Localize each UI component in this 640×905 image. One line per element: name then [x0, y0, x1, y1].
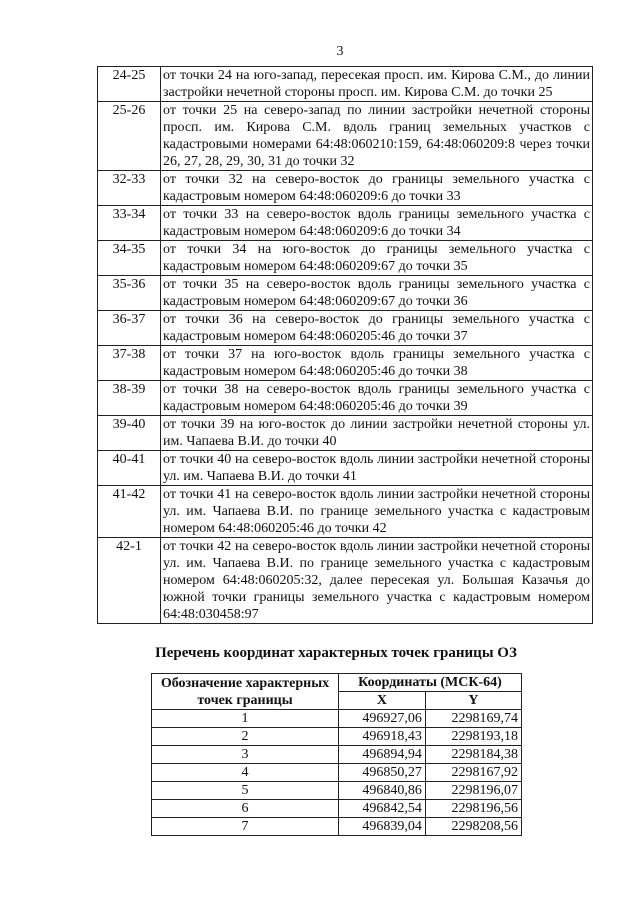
- segment-id: 37-38: [98, 346, 161, 381]
- segment-description: от точки 38 на северо-восток вдоль границы земельного участка с кадастровым номером 64:48:060205:46 до точки 39: [161, 381, 593, 416]
- coordinates-table: [151, 673, 522, 836]
- segment-description: от точки 41 на северо-восток вдоль линии застройки нечетной стороны ул. им. Чапаева В.И. по границе земельного участка с кадастровым номером 64:48:060205:46 до точки 42: [161, 486, 593, 538]
- segment-id: 32-33: [98, 171, 161, 206]
- y-column-header: Y: [425, 692, 521, 710]
- segment-row: [98, 451, 593, 486]
- page-number: 3: [336, 44, 344, 59]
- x-coordinate: 496927,06: [339, 710, 426, 728]
- x-coordinate: 496840,86: [339, 782, 426, 800]
- x-coordinate: 496894,94: [339, 746, 426, 764]
- point-number: 6: [152, 800, 339, 818]
- y-coordinate: 2298196,56: [425, 800, 521, 818]
- segment-row: [98, 486, 593, 538]
- segment-row: [98, 67, 593, 102]
- segment-row: [98, 311, 593, 346]
- segment-id: 36-37: [98, 311, 161, 346]
- point-number: 5: [152, 782, 339, 800]
- y-coordinate: 2298167,92: [425, 764, 521, 782]
- y-coordinate: 2298184,38: [425, 746, 521, 764]
- y-coordinate: 2298193,18: [425, 728, 521, 746]
- points-column-header: Обозначение характерных точек границы: [152, 674, 339, 710]
- coordinate-row: [152, 800, 522, 818]
- coordinates-table-head: [152, 674, 522, 710]
- segment-description: от точки 42 на северо-восток вдоль линии застройки нечетной стороны ул. им. Чапаева В.И. по границе земельного участка с кадастровым номером 64:48:060205:32, далее пересекая ул. Большая Казачья до южной точки границы земельного участка с кадастровым номером 64:48:030458:97: [161, 538, 593, 624]
- segment-description: от точки 34 на юго-восток до границы земельного участка с кадастровым номером 64:48:060209:67 до точки 35: [161, 241, 593, 276]
- segment-row: [98, 102, 593, 171]
- segment-description: от точки 24 на юго-запад, пересекая просп. им. Кирова С.М., до линии застройки нечетной стороны просп. им. Кирова С.М. до точки 25: [161, 67, 593, 102]
- coordinates-column-header: Координаты (МСК-64): [339, 674, 522, 692]
- coordinates-title: Перечень координат характерных точек границы ОЗ: [155, 645, 517, 661]
- x-coordinate: 496842,54: [339, 800, 426, 818]
- y-coordinate: 2298208,56: [425, 818, 521, 836]
- segment-description: от точки 25 на северо-запад по линии застройки нечетной стороны просп. им. Кирова С.М. вдоль границ земельных участков с кадастровыми номерами 64:48:060210:159, 64:48:060209:8 через точки 26, 27, 28, 29, 30, 31 до точки 32: [161, 102, 593, 171]
- x-coordinate: 496918,43: [339, 728, 426, 746]
- segment-description: от точки 40 на северо-восток вдоль линии застройки нечетной стороны ул. им. Чапаева В.И. до точки 41: [161, 451, 593, 486]
- segment-row: [98, 416, 593, 451]
- x-coordinate: 496839,04: [339, 818, 426, 836]
- coordinate-row: [152, 764, 522, 782]
- segment-id: 38-39: [98, 381, 161, 416]
- segment-row: [98, 276, 593, 311]
- segment-row: [98, 171, 593, 206]
- segments-table-body: [98, 67, 593, 624]
- segment-description: от точки 35 на северо-восток вдоль границы земельного участка с кадастровым номером 64:48:060209:67 до точки 36: [161, 276, 593, 311]
- x-coordinate: 496850,27: [339, 764, 426, 782]
- point-number: 4: [152, 764, 339, 782]
- coordinates-table-body: [152, 710, 522, 836]
- segment-id: 40-41: [98, 451, 161, 486]
- coordinates-header-row: [152, 674, 522, 692]
- coordinate-row: [152, 746, 522, 764]
- segment-description: от точки 36 на северо-восток до границы земельного участка с кадастровым номером 64:48:060205:46 до точки 37: [161, 311, 593, 346]
- segment-id: 34-35: [98, 241, 161, 276]
- segment-row: [98, 206, 593, 241]
- segment-description: от точки 39 на юго-восток до линии застройки нечетной стороны ул. им. Чапаева В.И. до точки 40: [161, 416, 593, 451]
- point-number: 7: [152, 818, 339, 836]
- segment-id: 33-34: [98, 206, 161, 241]
- point-number: 3: [152, 746, 339, 764]
- segment-id: 39-40: [98, 416, 161, 451]
- segment-id: 41-42: [98, 486, 161, 538]
- x-column-header: X: [339, 692, 426, 710]
- coordinate-row: [152, 728, 522, 746]
- coordinate-row: [152, 782, 522, 800]
- segments-table: [97, 66, 593, 624]
- segment-id: 35-36: [98, 276, 161, 311]
- segment-id: 42-1: [98, 538, 161, 624]
- segment-description: от точки 33 на северо-восток вдоль границы земельного участка с кадастровым номером 64:48:060209:6 до точки 34: [161, 206, 593, 241]
- segment-row: [98, 381, 593, 416]
- segment-description: от точки 32 на северо-восток до границы земельного участка с кадастровым номером 64:48:060209:6 до точки 33: [161, 171, 593, 206]
- segment-id: 24-25: [98, 67, 161, 102]
- segment-row: [98, 241, 593, 276]
- segment-row: [98, 346, 593, 381]
- coordinate-row: [152, 710, 522, 728]
- segment-description: от точки 37 на юго-восток вдоль границы земельного участка с кадастровым номером 64:48:060205:46 до точки 38: [161, 346, 593, 381]
- y-coordinate: 2298169,74: [425, 710, 521, 728]
- y-coordinate: 2298196,07: [425, 782, 521, 800]
- coordinate-row: [152, 818, 522, 836]
- segment-row: [98, 538, 593, 624]
- segment-id: 25-26: [98, 102, 161, 171]
- point-number: 2: [152, 728, 339, 746]
- point-number: 1: [152, 710, 339, 728]
